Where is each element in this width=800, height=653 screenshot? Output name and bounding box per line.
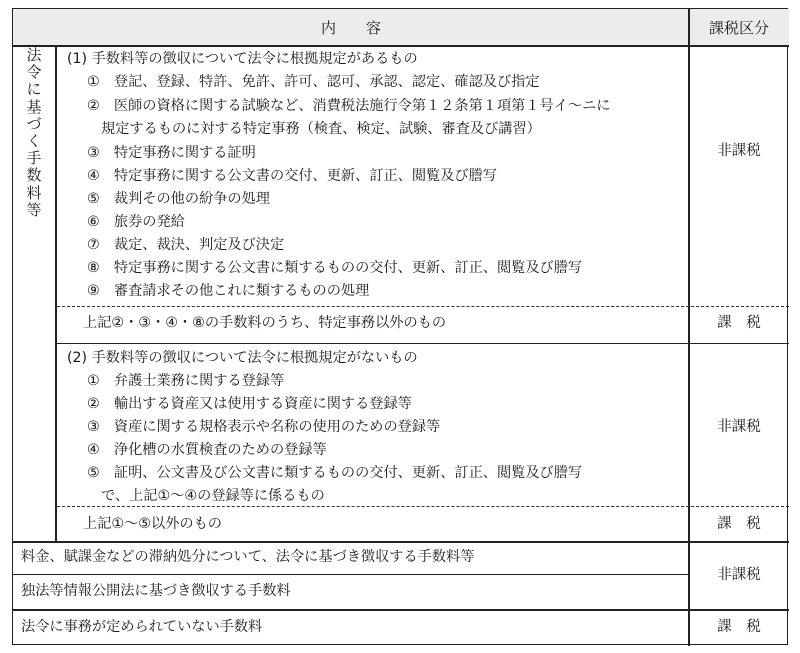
section1-item: ⑧ 特定事務に関する公文書に類するものの交付、更新、訂正、閲覧及び謄写: [87, 260, 583, 276]
section2-category: 非課税: [717, 419, 761, 435]
bottom-row-3: 法令に事務が定められていない手数料: [21, 619, 263, 635]
section2-other: 上記①～⑤以外のもの: [83, 516, 222, 532]
section1-item: ⑥ 旅券の発給: [87, 214, 185, 230]
section2-item: ① 弁護士業務に関する登録等: [87, 373, 285, 389]
bottom-row-split-rule: [13, 574, 688, 575]
last-row-rule: [13, 609, 789, 611]
section1-dashed-rule: [57, 306, 789, 307]
section1-item-continuation: 規定するものに対する特定事務（検査、検定、試験、審査及び講習）: [101, 121, 541, 137]
section2-item: ④ 浄化槽の水質検査のための登録等: [87, 442, 327, 458]
section1-item: ⑤ 裁判その他の紛争の処理: [87, 191, 270, 207]
section2-item: ③ 資産に関する規格表示や名称の使用のための登録等: [87, 419, 441, 435]
section1-item: ② 医師の資格に関する試験など、消費税法施行令第１２条第１項第１号イ～ニに: [87, 98, 611, 114]
left-vertical-label: 法 令 に 基 づ く 手 数 料 等: [26, 46, 42, 219]
section1-item: ① 登記、登録、特許、免許、許可、認可、承認、認定、確認及び指定: [87, 74, 540, 90]
section1-item: ⑦ 裁定、裁決、判定及び決定: [87, 237, 285, 253]
header-category: 課税区分: [708, 18, 769, 37]
fee-tax-table-frame: [12, 8, 788, 645]
header-content: 内 容: [320, 18, 381, 37]
section2-other-category: 課 税: [717, 516, 761, 532]
upper-block-end-rule: [13, 541, 789, 543]
fee-tax-table: [12, 8, 788, 645]
header-rule: [13, 45, 789, 47]
section2-item: ② 輸出する資産又は使用する資産に関する登録等: [87, 396, 412, 412]
section1-item: ④ 特定事務に関する公文書の交付、更新、訂正、閲覧及び謄写: [87, 168, 497, 184]
section1-title: (1) 手数料等の徴収について法令に根拠規定があるもの: [67, 51, 418, 67]
bottom-rows-category: 非課税: [717, 567, 761, 583]
section2-item-continuation: で、上記①～④の登録等に係るもの: [101, 488, 325, 504]
section2-title: (2) 手数料等の徴収について法令に根拠規定がないもの: [67, 350, 418, 366]
header-content-cell: [13, 9, 689, 45]
bottom-row-2: 独法等情報公開法に基づき徴収する手数料: [21, 583, 291, 599]
section2-dashed-rule: [57, 506, 789, 507]
section-divider-rule: [55, 343, 789, 344]
bottom-row-1: 料金、賦課金などの滞納処分について、法令に基づき徴収する手数料等: [21, 549, 475, 565]
section1-item: ⑨ 審査請求その他これに類するものの処理: [87, 283, 370, 299]
section1-item: ③ 特定事務に関する証明: [87, 145, 256, 161]
header-category-cell: [689, 9, 789, 45]
section2-item: ⑤ 証明、公文書及び公文書に類するものの交付、更新、訂正、閲覧及び謄写: [87, 465, 583, 481]
section1-other: 上記②・③・④・⑧の手数料のうち、特定事務以外のもの: [83, 315, 447, 331]
bottom-row-3-category: 課 税: [717, 619, 761, 635]
section1-other-category: 課 税: [717, 315, 761, 331]
left-label-column-rule: [55, 45, 57, 541]
section1-category: 非課税: [717, 143, 761, 159]
